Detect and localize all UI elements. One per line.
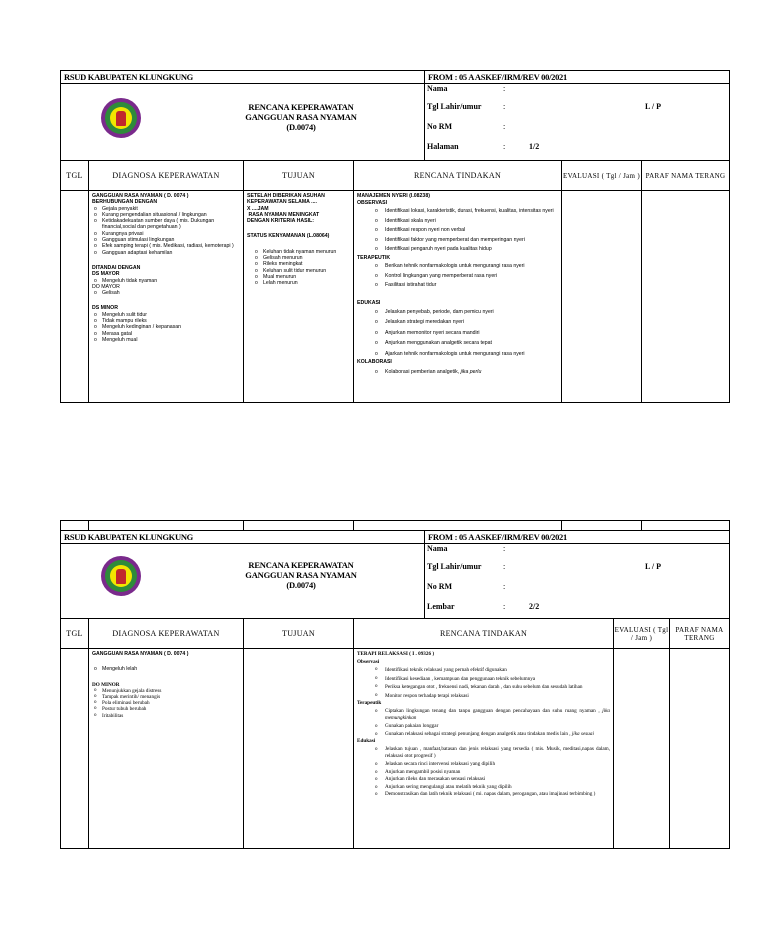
ter-list [357,262,558,291]
list-item: o Gelisah menurun [253,255,350,261]
tujuan-line: X ....JAM [247,205,269,212]
list-item: o Anjurkan memonitor nyeri secara mandiri [357,328,558,339]
list-item: o Identifikasi kesediaan , kemampuan dan penggunaan teknik sebelumnya [357,675,610,684]
diagnosa-head: GANGGUAN RASA NYAMAN ( D. 0074 ) [92,193,189,199]
ter-head: TERAPEUTIK [357,254,391,261]
sheet2-plan-table [60,618,730,849]
edu-list [357,307,558,360]
col-evaluasi: EVALUASI ( Tgl / Jam ) [562,161,642,191]
rencana-head: MANAJEMEN NYERI (I.08238) [357,193,430,199]
kol-list [357,367,558,377]
obs-head: OBSERVASI [357,200,388,207]
etiologi-list [92,206,240,256]
list-item: o Jelaskan tujuan , manfaat,batasan dan jenis relaksasi yang tersedia ( mis. Musik, meditasi,napas dalam, relaksasi otot progresif ) [357,746,610,761]
title-block [61,84,425,161]
list-item: o Anjurkan rileks dan merasakan sensasi relaksasi [357,776,610,784]
title-block [61,544,425,619]
ter-head: Terapeutik [357,700,382,707]
col-paraf: PARAF NAMA TERANG [670,619,730,649]
hospital-name: RSUD KABUPATEN KLUNGKUNG [61,71,425,84]
tujuan-line: KEPERAWATAN SELAMA .... [247,199,317,206]
do-minor-head: DO MINOR [92,681,120,688]
list-item: o Ajarkan tehnik nonfarmakologis untuk mengurangi rasa nyeri [357,349,558,360]
cell-evaluasi [562,191,642,403]
list-item: o Iritabilitas [92,713,240,719]
list-item: o Keluhan sulit tidur menurun [253,268,350,274]
list-item: o Periksa ketegangan otot , frekuensi nadi, tekanan darah , dan suhu sebelum dan sesudah latihan [357,683,610,692]
list-item: o Gunakan relaksasi sebagai strategi penunjang dengan analgetik atau tindakan medis lain , jika sesuai [357,731,610,739]
diagnosa-head: GANGGUAN RASA NYAMAN ( D. 0074 ) [92,651,189,657]
list-item: o Menunjukkan gejala distress [92,688,240,694]
list-item: o Mengeluh mual [92,337,240,343]
list-item: o Identifikasi pengaruh nyeri pada kualitas hidup [357,245,558,255]
edu-head: EDUKASI [357,299,381,306]
tujuan-line: DENGAN KRITERIA HASIL: [247,218,314,225]
list-item: o Demonstrasikan dan latih teknik relaksasi ( mi. napas dalam, perogangan, atau imajinasi terbimbing ) [357,791,610,799]
list-item: o Jelaskan secara rinci intervensi relaksasi yang dipilih [357,761,610,769]
list-item: o Identifikasi respon nyeri non verbal [357,226,558,236]
field-nama: Nama : [427,84,506,93]
cell-rencana [354,191,562,403]
sheet1-plan-table [60,160,730,403]
do-mayor-head: DO MAYOR [92,283,120,290]
list-item: o Keluhan tidak nyaman menurun [253,249,350,255]
list-item: o Ketidakadekuatan sumber daya ( mis. Dukungan financial,social dan pengetahuan ) [92,218,240,231]
col-diagnosa: DIAGNOSA KEPERAWATAN [89,161,244,191]
ter-list [357,708,610,738]
col-rencana: RENCANA TINDAKAN [354,619,614,649]
field-no-rm: No RM : [427,122,506,131]
list-item: o Identifikasi skala nyeri [357,217,558,227]
ds-minor-head: DS MINOR [92,305,118,312]
col-tujuan: TUJUAN [244,619,354,649]
ditandai-head: DITANDAI DENGAN [92,264,141,271]
list-item: o Kurang pengendalian situasional / lingkungan [92,212,240,218]
cell-rencana [354,649,614,849]
obs-list [357,666,610,700]
list-item: o Kontrol lingkungan yang memperberat rasa nyeri [357,272,558,282]
hospital-name: RSUD KABUPATEN KLUNGKUNG [61,531,425,544]
list-item: o Berikan tehnik nonfarmakologis untuk mengurangi rasa nyeri [357,262,558,272]
doc-title: RENCANA KEPERAWATAN [248,560,354,570]
field-halaman: Halaman : 1/2 [427,142,540,151]
doc-subtitle: GANGGUAN RASA NYAMAN [245,112,357,122]
sheet2-header-table [60,530,730,619]
hospital-logo [101,556,141,596]
cell-diagnosa [89,649,244,849]
list-item: o Anjurkan sering mengulangi atau melatih teknik yang dipilih [357,784,610,792]
list-item: o Lelah menurun [253,280,350,286]
diagnosa-sub: BERHUBUNGAN DENGAN [92,199,158,206]
list-item: o Gunakan pakaian longgar [357,723,610,731]
list-item: o Identifikasi faktor yang memperberat dan memperingan nyeri [357,236,558,246]
list-item: o Tampak merintih/ menangis [92,694,240,700]
col-rencana: RENCANA TINDAKAN [354,161,562,191]
col-tgl: TGL [61,619,89,649]
kriteria-list [247,249,350,287]
field-nama: Nama : [427,544,506,553]
patient-fields [425,544,730,619]
col-diagnosa: DIAGNOSA KEPERAWATAN [89,619,244,649]
cell-paraf [642,191,730,403]
doc-code: (D.0074) [286,122,316,132]
list-item: o Gejala penyakit [92,206,240,212]
list-item: o Mengeluh kedinginan / kepanasan [92,324,240,330]
doc-title: RENCANA KEPERAWATAN [248,102,354,112]
ds-mayor-head: DS MAYOR [92,271,120,278]
list-item: o Identifikasi lokasi, karakteristik, durasi, frekuensi, kualitas, intensitas nyeri [357,207,558,217]
patient-fields [425,84,730,161]
obs-list [357,207,558,255]
cell-tgl [61,649,89,849]
cell-evaluasi [614,649,670,849]
col-evaluasi: EVALUASI ( Tgl / Jam ) [614,619,670,649]
sheet1-header-table [60,70,730,161]
list-item: o Rileks meningkat [253,261,350,267]
cell-diagnosa [89,191,244,403]
list-item: o Mengeluh lelah [92,666,240,672]
care-plan-sheet-2 [60,520,729,849]
list-item: o Anjurkan mengambil posisi nyaman [357,769,610,777]
list-item: o Efek samping terapi ( mis. Medikasi, radiasi, kemoterapi ) [92,243,240,249]
edu-list [357,746,610,799]
rencana-head: TERAPI RELAKSASI ( I . 09326 ) [357,651,435,657]
doc-code: (D.0074) [286,580,316,590]
cell-tujuan [244,649,354,849]
list-item: o Pola eliminasi berubah [92,700,240,706]
tujuan-line: SETELAH DIBERIKAN ASUHAN [247,193,325,199]
list-item: o Jelaskan strategi meredakan nyeri [357,317,558,328]
cell-tgl [61,191,89,403]
list-item: o Mual menurun [253,274,350,280]
hospital-logo [101,98,141,138]
status-kenyamanan: STATUS KENYAMANAN (L.08064) [247,233,330,240]
field-tgl-lahir: Tgl Lahir/umur : L / P [427,562,662,571]
list-item: o Mengeluh sulit tidur [92,312,240,318]
field-tgl-lahir: Tgl Lahir/umur : L / P [427,102,662,111]
kol-head: KOLABORASI [357,359,392,366]
do-minor-list [92,688,240,719]
list-item: o Tidak mampu rileks [92,318,240,324]
form-number: FROM : 05 A ASKEF/IRM/REV 00/2021 [425,71,730,84]
list-item: o Identifikasi teknik relaksasi yang pernah efektif digunakan [357,666,610,675]
list-item: o Monitor respon terhadap terapi relaksasi [357,692,610,701]
field-no-rm: No RM : [427,582,506,591]
list-item: o Kurangnya privasi [92,231,240,237]
list-item: o Gangguan adaptasi kehamilan [92,250,240,256]
col-paraf: PARAF NAMA TERANG [642,161,730,191]
care-plan-sheet-1 [60,70,729,403]
list-item: o Kolaborasi pemberian analgetik, jika perlu [357,367,558,377]
list-item: o Merasa gatal [92,331,240,337]
list-item: o Mengeluh tidak nyaman [92,278,240,284]
field-lembar: Lembar : 2/2 [427,602,540,611]
col-tgl: TGL [61,161,89,191]
do-list [92,666,240,672]
obs-head: Observasi [357,658,380,665]
cell-tujuan [244,191,354,403]
doc-subtitle: GANGGUAN RASA NYAMAN [245,570,357,580]
tujuan-line: RASA NYAMAN MENINGKAT [247,211,320,218]
list-item: o Ciptakan lingkungan tenang dan tanpu gangguan dengan pencahayaan dan suhu ruang nyaman , jika memungkinkan [357,708,610,723]
list-item: o Gangguan stimulasi lingkungan [92,237,240,243]
list-item: o Postur tubuh berubah [92,706,240,712]
list-item: o Fasilitasi istirahat tidur [357,281,558,291]
form-number: FROM : 05 A ASKEF/IRM/REV 00/2021 [425,531,730,544]
edu-head: Edukasi [357,738,376,745]
list-item: o Anjurkan menggunakan analgetik secara tepat [357,338,558,349]
list-item: o Gelisah [92,290,240,296]
cell-paraf [670,649,730,849]
list-item: o Jelaskan penyebab, periode, dam pemicu nyeri [357,307,558,318]
col-tujuan: TUJUAN [244,161,354,191]
